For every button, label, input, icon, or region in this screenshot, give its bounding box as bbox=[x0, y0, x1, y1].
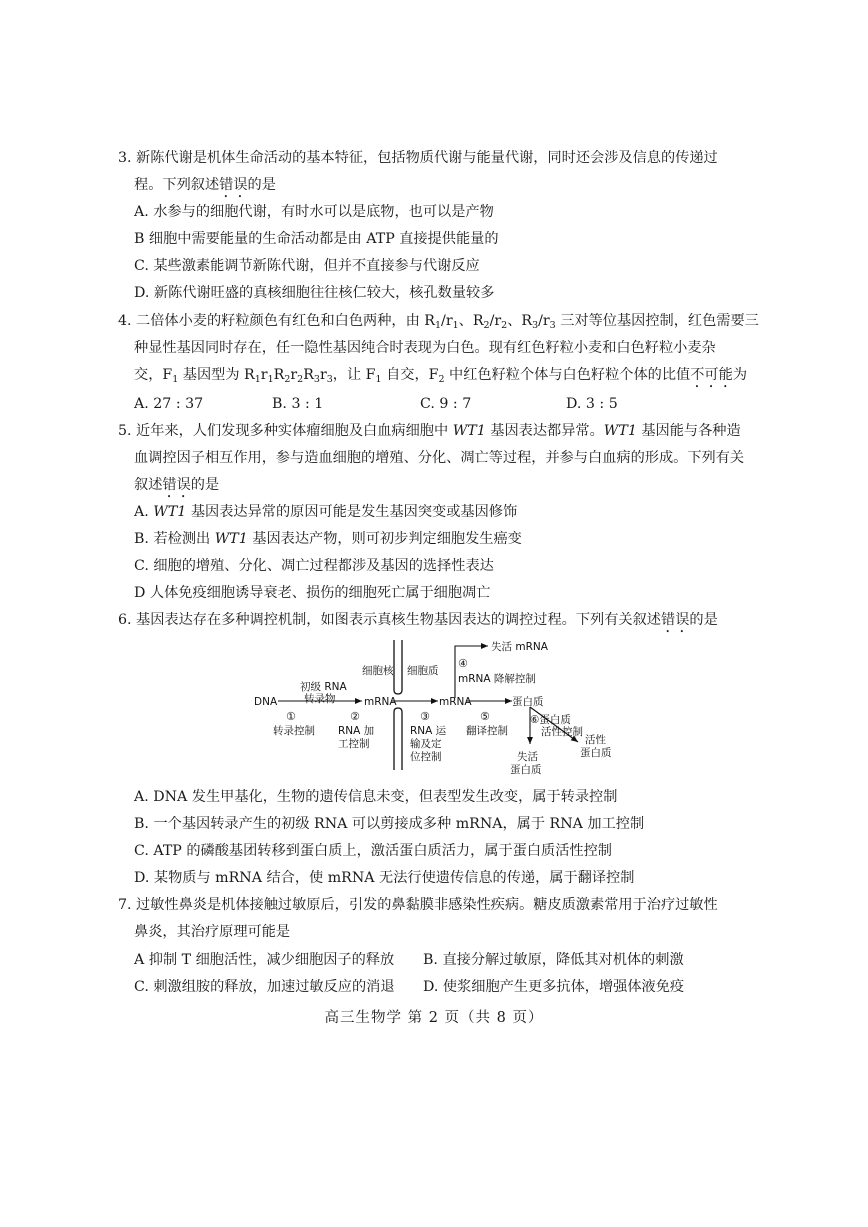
primary-rna-label-1: 初级 RNA bbox=[300, 681, 347, 693]
inactive-mrna-label: 失活 mRNA bbox=[491, 641, 548, 653]
step3-label-2: 输及定 bbox=[410, 738, 442, 750]
active-protein-label-2: 蛋白质 bbox=[580, 747, 612, 759]
mrna-cytoplasm-label: mRNA bbox=[439, 696, 472, 708]
q7-stem-line2: 鼻炎，其治疗原理可能是 bbox=[134, 924, 291, 940]
q6-option-b: B. 一个基因转录产生的初级 RNA 可以剪接成多种 mRNA，属于 RNA 加工控制 bbox=[134, 816, 645, 832]
q5-stem-line2: 血调控因子相互作用，参与造血细胞的增殖、分化、凋亡等过程，并参与白血病的形成。下列有关 bbox=[134, 450, 745, 466]
step1-number: ① bbox=[286, 710, 296, 723]
inactive-protein-label-1: 失活 bbox=[517, 751, 538, 763]
q7-stem-line1: 7. 过敏性鼻炎是机体接触过敏原后，引发的鼻黏膜非感染性疾病。糖皮质激素常用于治疗过敏性 bbox=[118, 897, 718, 913]
step6-label-1: ⑥蛋白质 bbox=[530, 714, 571, 726]
q5-option-d: D 人体免疫细胞诱导衰老、损伤的细胞死亡属于细胞凋亡 bbox=[134, 585, 491, 601]
step6-label-2: 活性控制 bbox=[541, 726, 583, 738]
step4-label: mRNA 降解控制 bbox=[458, 673, 536, 685]
q7-option-c: C. 刺激组胺的释放，加速过敏反应的消退 bbox=[134, 979, 395, 995]
cytoplasm-label: 细胞质 bbox=[407, 665, 439, 677]
q4-option-b: B. 3 : 1 bbox=[272, 396, 324, 412]
q4-option-c: C. 9 : 7 bbox=[420, 396, 472, 412]
q3-option-b: B 细胞中需要能量的生命活动都是由 ATP 直接提供能量的 bbox=[134, 231, 499, 247]
mrna-nucleus-label: mRNA bbox=[364, 696, 397, 708]
step1-label: 转录控制 bbox=[273, 725, 315, 737]
inactive-protein-label-2: 蛋白质 bbox=[510, 764, 542, 776]
dna-label: DNA bbox=[254, 696, 278, 708]
q3-option-a: A. 水参与的细胞代谢，有时水可以是底物，也可以是产物 bbox=[134, 204, 494, 220]
q4-stem-line2: 种显性基因同时存在，任一隐性基因纯合时表现为白色。现有红色籽粒小麦和白色籽粒小麦杂 bbox=[134, 340, 716, 356]
q5-stem-line3: 叙述错误的是 bbox=[134, 477, 220, 493]
q4-option-d: D. 3 : 5 bbox=[566, 396, 618, 412]
q3-stem-line1: 3. 新陈代谢是机体生命活动的基本特征，包括物质代谢与能量代谢，同时还会涉及信息的传递过 bbox=[118, 150, 718, 166]
arrow-mrna-degradation bbox=[455, 646, 488, 698]
protein-label: 蛋白质 bbox=[512, 696, 544, 708]
step2-label-1: RNA 加 bbox=[338, 725, 375, 737]
step4-number: ④ bbox=[458, 657, 468, 670]
q4-stem-line1: 4. 二倍体小麦的籽粒颜色有红色和白色两种，由 $R_1/r_1$、$R_2/r_2$、$R_3/r_3$ 三对等位基因控制，红色需要三 bbox=[118, 313, 759, 331]
nucleus-label: 细胞核 bbox=[362, 665, 394, 677]
q5-option-b: B. 若检测出 WT1 基因表达产物，则可初步判定细胞发生癌变 bbox=[134, 531, 522, 547]
gene-expression-diagram bbox=[0, 630, 868, 780]
primary-rna-label-2: 转录物 bbox=[304, 693, 336, 705]
page-footer: 高三生物学 第 2 页（共 8 页） bbox=[324, 1010, 544, 1026]
q7-option-d: D. 使浆细胞产生更多抗体，增强体液免疫 bbox=[423, 979, 685, 995]
q3-stem-line2: 程。下列叙述错误的是 bbox=[134, 177, 276, 193]
step3-label-3: 位控制 bbox=[410, 751, 442, 763]
q6-option-c: C. ATP 的磷酸基团转移到蛋白质上，激活蛋白质活力，属于蛋白质活性控制 bbox=[134, 843, 612, 859]
step3-number: ③ bbox=[420, 710, 430, 723]
active-protein-label-1: 活性 bbox=[585, 734, 606, 746]
q6-option-a: A. DNA 发生甲基化，生物的遗传信息未变，但表型发生改变，属于转录控制 bbox=[134, 789, 618, 805]
q6-option-d: D. 某物质与 mRNA 结合，使 mRNA 无法行使遗传信息的传递，属于翻译控制 bbox=[134, 870, 635, 886]
q3-option-c: C. 某些激素能调节新陈代谢，但并不直接参与代谢反应 bbox=[134, 258, 480, 274]
q7-option-b: B. 直接分解过敏原，降低其对机体的刺激 bbox=[423, 952, 684, 968]
step2-number: ② bbox=[350, 710, 360, 723]
q4-option-a: A. 27 : 37 bbox=[134, 396, 204, 412]
q5-stem-line1: 5. 近年来，人们发现多种实体瘤细胞及白血病细胞中 WT1 基因表达都异常。WT1 基因能与各种造 bbox=[118, 423, 741, 439]
step5-number: ⑤ bbox=[480, 710, 490, 723]
q4-stem-line3: 交，$F_1$ 基因型为 $R_1r_1R_2r_2R_3r_3$，让 $F_1$ 自交，$F_2$ 中红色籽粒个体与白色籽粒个体的比值不可能为 bbox=[134, 367, 748, 385]
q3-option-d: D. 新陈代谢旺盛的真核细胞往往核仁较大，核孔数量较多 bbox=[134, 285, 495, 301]
q7-option-a: A 抑制 T 细胞活性，减少细胞因子的释放 bbox=[134, 952, 395, 968]
q5-option-c: C. 细胞的增殖、分化、凋亡过程都涉及基因的选择性表达 bbox=[134, 558, 494, 574]
q5-option-a: A. WT1 基因表达异常的原因可能是发生基因突变或基因修饰 bbox=[134, 504, 518, 520]
step3-label-1: RNA 运 bbox=[410, 725, 447, 737]
q6-stem: 6. 基因表达存在多种调控机制，如图表示真核生物基因表达的调控过程。下列有关叙述错误的是 bbox=[118, 612, 718, 628]
step5-label: 翻译控制 bbox=[466, 725, 508, 737]
step2-label-2: 工控制 bbox=[338, 738, 370, 750]
